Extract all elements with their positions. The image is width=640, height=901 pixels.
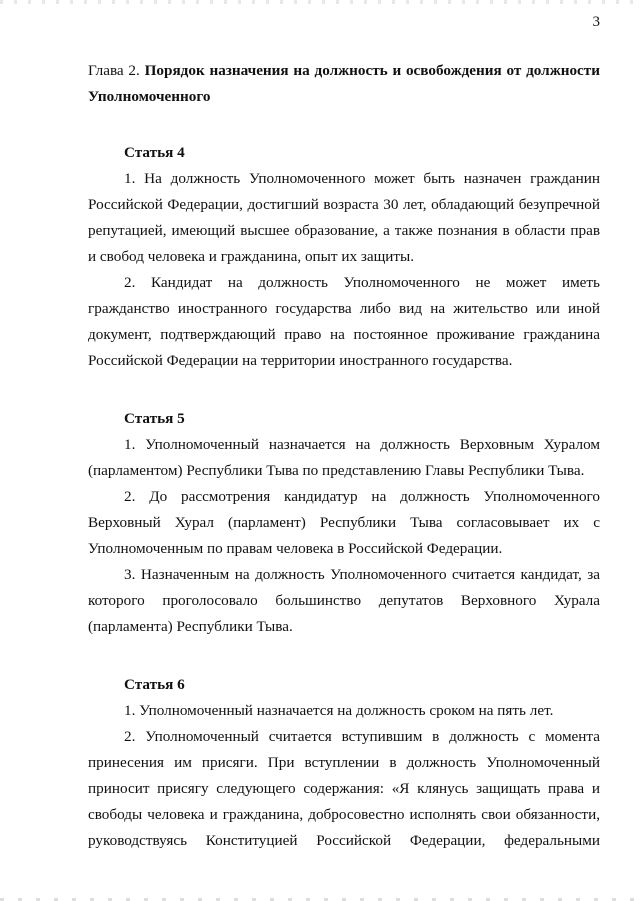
article-4-paragraph-2: 2. Кандидат на должность Уполномоченного не может иметь гражданство иностранного государства либо вид на жительство или иной документ, подтверждающий право на постоянное проживание гражданина Российской Федерации на территории иностранного государства. bbox=[88, 274, 600, 369]
article-5-paragraph-2: 2. До рассмотрения кандидатур на должность Уполномоченного Верховный Хурал (парламент) Республики Тыва согласовывает их с Уполномоченным по правам человека в Российской Федерации. bbox=[88, 488, 600, 557]
article-6-paragraph-1: 1. Уполномоченный назначается на должность сроком на пять лет. bbox=[124, 702, 554, 719]
document-body bbox=[88, 58, 600, 854]
page-number: 3 bbox=[592, 14, 600, 30]
article-6-paragraph-2: 2. Уполномоченный считается вступившим в должность с момента принесения им присяги. При вступлении в должность Уполномоченный приносит присягу следующего содержания: «Я клянусь защищать права и свободы человека и гражданина, добросовестно исполнять свои обязанности, руководствуясь Конституцией Российской Федерации, федеральными bbox=[88, 728, 600, 849]
article-5-paragraph-1: 1. Уполномоченный назначается на должность Верховным Хуралом (парламентом) Республики Тыва по представлению Главы Республики Тыва. bbox=[88, 436, 600, 479]
chapter-heading bbox=[88, 58, 600, 110]
article-6-title: Статья 6 bbox=[124, 676, 185, 693]
article-4-title: Статья 4 bbox=[124, 144, 185, 161]
chapter-prefix: Глава 2. bbox=[88, 62, 140, 79]
chapter-title: Порядок назначения на должность и освобождения от должности Уполномоченного bbox=[88, 62, 601, 105]
article-5-title: Статья 5 bbox=[124, 410, 185, 427]
article-5-paragraph-3: 3. Назначенным на должность Уполномоченного считается кандидат, за которого проголосовало большинство депутатов Верховного Хурала (парламента) Республики Тыва. bbox=[88, 566, 600, 635]
scan-artifact-top bbox=[0, 0, 640, 4]
article-4-paragraph-1: 1. На должность Уполномоченного может быть назначен гражданин Российской Федерации, достигший возраста 30 лет, обладающий безупречной репутацией, имеющий высшее образование, а также познания в области прав и свобод человека и гражданина, опыт их защиты. bbox=[88, 170, 600, 265]
